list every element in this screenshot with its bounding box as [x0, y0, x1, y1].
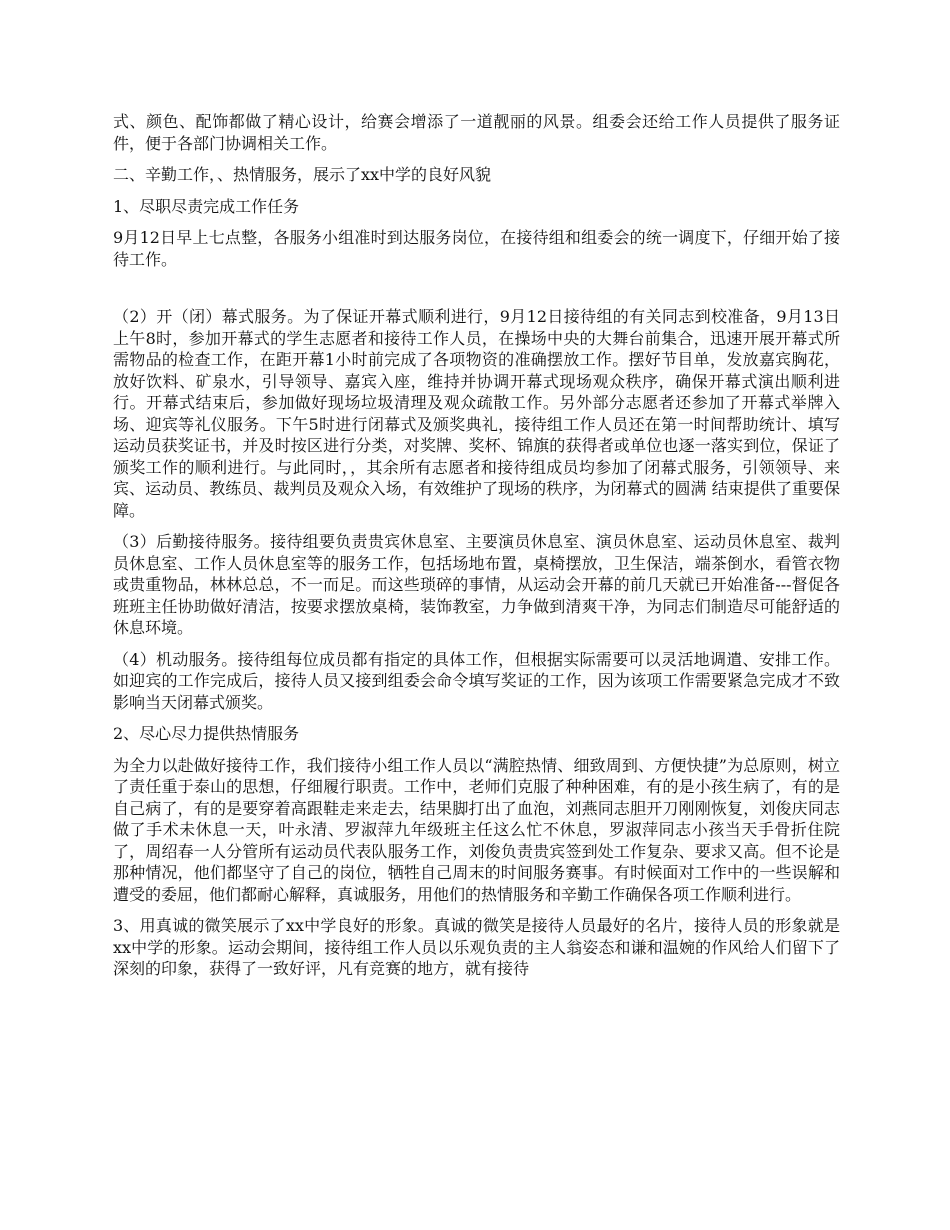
- paragraph-schedule: 9月12日早上七点整，各服务小组准时到达服务岗位，在接待组和组委会的统一调度下，仔细开始了接待工作。: [113, 228, 840, 269]
- subheading-1: 1、尽职尽责完成工作任务: [113, 196, 300, 216]
- paragraph-costume-design: 式、颜色、配饰都做了精心设计，给赛会增添了一道靓丽的风景。组委会还给工作人员提供了服务证件，便于各部门协调相关工作。: [113, 112, 840, 153]
- document-page: [113, 111, 840, 990]
- section-heading-2: 二、辛勤工作，、热情服务，展示了xx中学的良好风貌: [113, 165, 492, 184]
- paragraph-logistics-service: （3）后勤接待服务。接待组要负责贵宾休息室、主要演员休息室、演员休息室、运动员休息室、裁判员休息室、工作人员休息室等的服务工作，包括场地布置，桌椅摆放，卫生保洁，端茶倒水，看管衣物或贵重物品，林林总总，不一而足。而这些琐碎的事情，从运动会开幕的前几天就已开始准备---督促各班班主任协助做好清洁，按要求摆放桌椅，装饰教室，力争做到清爽干净，为同志们制造尽可能舒适的休息环境。: [113, 532, 840, 637]
- blank-gap: [113, 280, 840, 306]
- paragraph-ceremony-service: （2）开（闭）幕式服务。为了保证开幕式顺利进行，9月12日接待组的有关同志到校准备，9月13日上午8时，参加开幕式的学生志愿者和接待工作人员，在操场中央的大舞台前集合，迅速开展开幕式所需物品的检查工作，在距开幕1小时前完成了各项物资的准确摆放工作。摆好节目单，发放嘉宾胸花，放好饮料、矿泉水，引导领导、嘉宾入座，维持并协调开幕式现场观众秩序，确保开幕式演出顺利进行。开幕式结束后，参加做好现场垃圾清理及观众疏散工作。另外部分志愿者还参加了开幕式举牌入场、迎宾等礼仪服务。下午5时进行闭幕式及颁奖典礼，接待组工作人员还在第一时间帮助统计、填写运动员获奖证书，并及时按区进行分类，对奖牌、奖杯、锦旗的获得者或单位也逐一落实到位，保证了颁奖工作的顺利进行。与此同时，，其余所有志愿者和接待组成员均参加了闭幕式服务，引领领导、来宾、运动员、教练员、裁判员及观众入场，有效维护了现场的秩序，为闭幕式的圆满 结束提供了重要保障。: [113, 307, 840, 520]
- paragraph-mobile-service: （4）机动服务。接待组每位成员都有指定的具体工作，但根据实际需要可以灵活地调遣、安排工作。如迎宾的工作完成后，接待人员又接到组委会命令填写奖证的工作，因为该项工作需要紧急完成才不致影响当天闭幕式颁奖。: [113, 649, 840, 712]
- paragraph-smile-image: 3、用真诚的微笑展示了xx中学良好的形象。真诚的微笑是接待人员最好的名片，接待人员的形象就是xx中学的形象。运动会期间，接待组工作人员以乐观负责的主人翁姿态和谦和温婉的作风给人们留下了深刻的印象，获得了一致好评，凡有竞赛的地方，就有接待: [113, 916, 840, 978]
- subheading-2: 2、尽心尽力提供热情服务: [113, 724, 300, 743]
- paragraph-warm-service: 为全力以赴做好接待工作，我们接待小组工作人员以“满腔热情、细致周到、方便快捷”为总原则，树立了责任重于泰山的思想，仔细履行职责。工作中，老师们克服了种种困难，有的是小孩生病了，有的是自己病了，有的是要穿着高跟鞋走来走去，结果脚打出了血泡，刘燕同志胆开刀刚刚恢复，刘俊庆同志做了手术未休息一天，叶永清、罗淑萍九年级班主任这么忙不休息，罗淑萍同志小孩当天手骨折住院了，周绍春一人分管所有运动员代表队服务工作，刘俊负责贵宾签到处工作复杂、要求又高。但不论是那种情况，他们都坚守了自己的岗位，牺牲自己周末的时间服务赛事。有时候面对工作中的一些误解和遭受的委屈，他们都耐心解释，真诚服务，用他们的热情服务和辛勤工作确保各项工作顺利进行。: [113, 755, 840, 904]
